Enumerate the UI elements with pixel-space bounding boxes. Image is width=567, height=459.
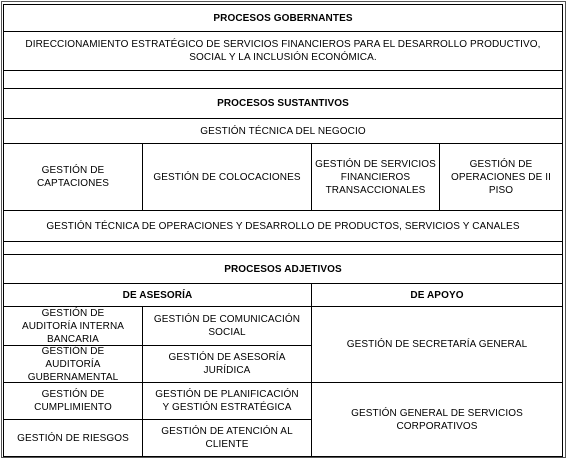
operaciones-ii-piso-cell: GESTIÓN DE OPERACIONES DE II PISO [439, 143, 563, 211]
captaciones-cell: GESTIÓN DE CAPTACIONES [3, 143, 143, 211]
apoyo-title: DE APOYO [311, 283, 563, 307]
auditoria-gubernamental-cell: GESTIÓN DE AUDITORÍA GUBERNAMENTAL [3, 345, 143, 383]
gobernantes-title: PROCESOS GOBERNANTES [3, 4, 563, 32]
section-gap [3, 70, 563, 89]
sustantivos-title: PROCESOS SUSTANTIVOS [3, 88, 563, 119]
auditoria-interna-cell: GESTIÓN DE AUDITORÍA INTERNA BANCARIA [3, 306, 143, 346]
atencion-cliente-cell: GESTIÓN DE ATENCIÓN AL CLIENTE [142, 419, 312, 457]
servicios-financieros-cell: GESTIÓN DE SERVICIOS FINANCIEROS TRANSACCIONALES [311, 143, 440, 211]
planificacion-cell: GESTIÓN DE PLANIFICACIÓN Y GESTIÓN ESTRATÉGICA [142, 382, 312, 420]
adjetivos-title: PROCESOS ADJETIVOS [3, 254, 563, 284]
sustantivos-footer: GESTIÓN TÉCNICA DE OPERACIONES Y DESARROLLO DE PRODUCTOS, SERVICIOS Y CANALES [3, 210, 563, 242]
comunicacion-social-cell: GESTIÓN DE COMUNICACIÓN SOCIAL [142, 306, 312, 346]
secretaria-general-cell: GESTIÓN DE SECRETARÍA GENERAL [311, 306, 563, 383]
gobernantes-item: DIRECCIONAMIENTO ESTRATÉGICO DE SERVICIOS FINANCIEROS PARA EL DESARROLLO PRODUCTIVO, SOCIAL Y LA INCLUSIÓN ECONÓMICA. [3, 31, 563, 71]
colocaciones-cell: GESTIÓN DE COLOCACIONES [142, 143, 312, 211]
section-gap [3, 241, 563, 255]
servicios-corporativos-cell: GESTIÓN GENERAL DE SERVICIOS CORPORATIVOS [311, 382, 563, 457]
asesoria-juridica-cell: GESTIÓN DE ASESORÍA JURÍDICA [142, 345, 312, 383]
cumplimiento-cell: GESTIÓN DE CUMPLIMIENTO [3, 382, 143, 420]
riesgos-cell: GESTIÓN DE RIESGOS [3, 419, 143, 457]
sustantivos-subtitle: GESTIÓN TÉCNICA DEL NEGOCIO [3, 118, 563, 144]
asesoria-title: DE ASESORÍA [3, 283, 312, 307]
